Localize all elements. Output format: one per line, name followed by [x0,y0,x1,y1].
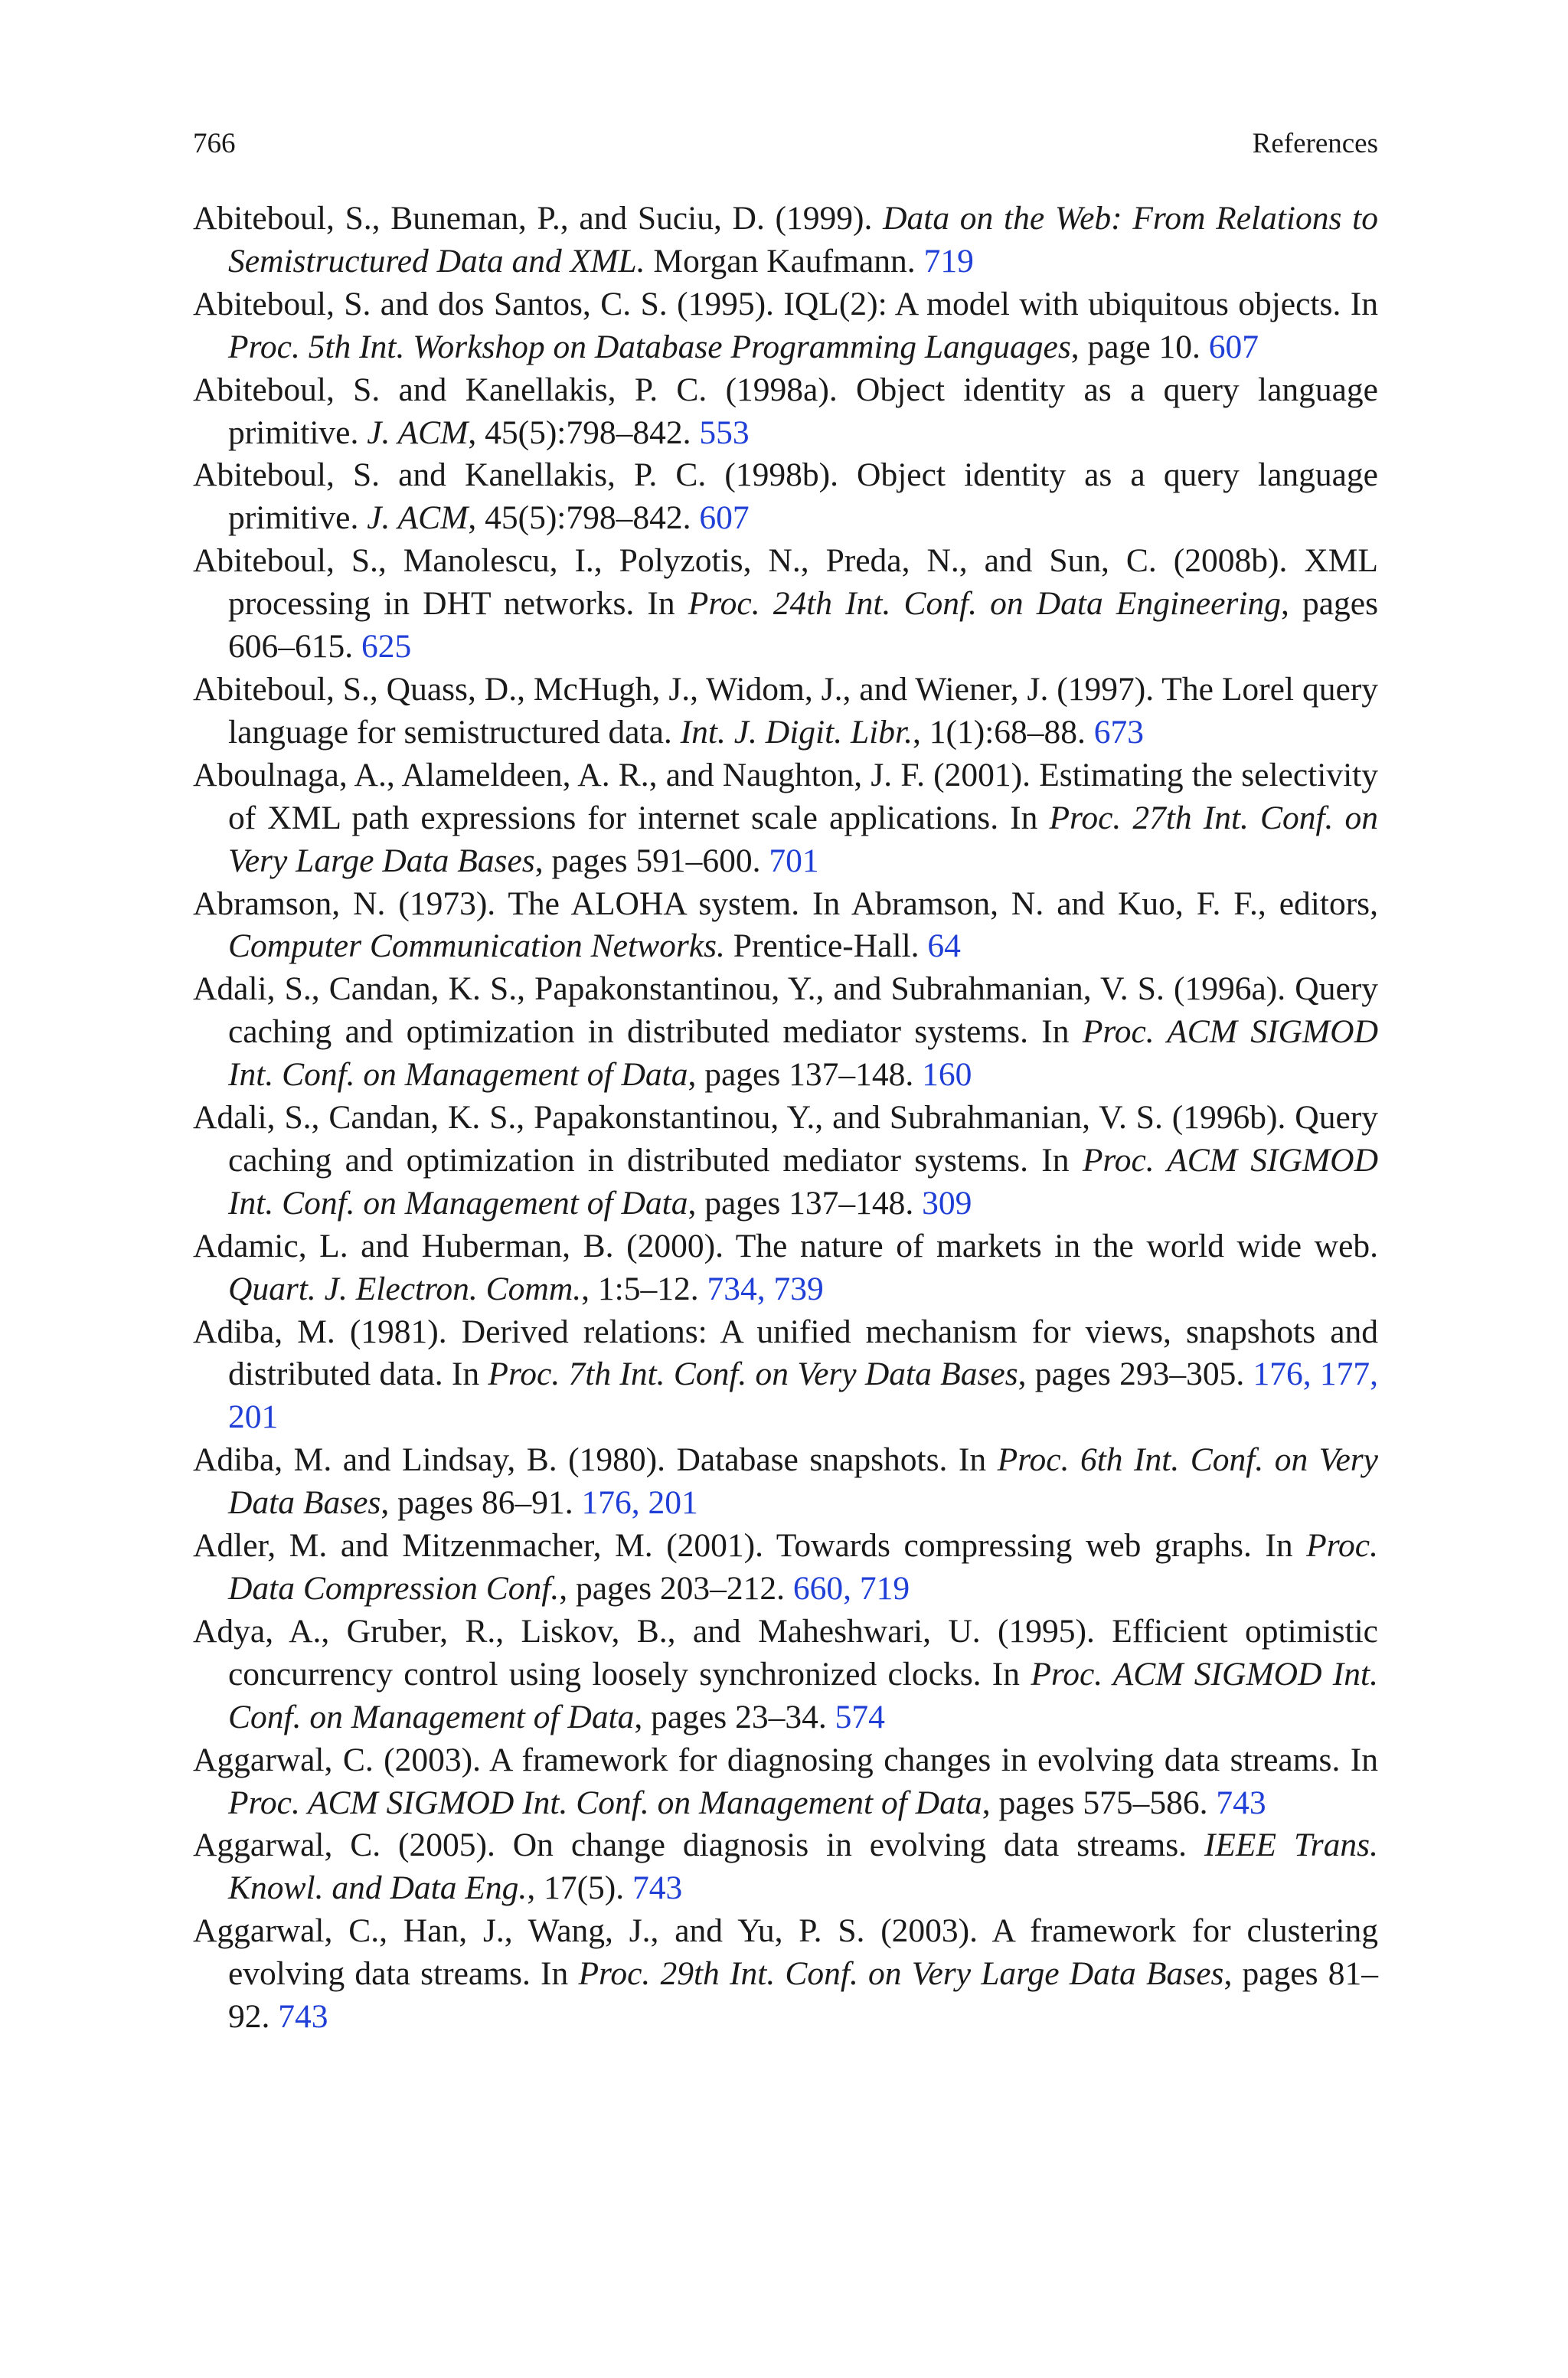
running-head: References [1252,128,1378,159]
back-reference-page-link[interactable]: 701 [769,842,819,879]
reference-text: , 45(5):798–842. [468,414,700,451]
reference-text: Aggarwal, C., Han, J., Wang, J., and Yu, P. S. (2003). A framework for clustering evolving data streams. In [193,1912,1378,1993]
back-reference-page-link[interactable]: 743 [632,1869,683,1907]
reference-text: , pages 23–34. [634,1698,835,1735]
reference-source-title: Proc. Data Compression Conf. [228,1527,1378,1607]
back-reference-page-link[interactable]: 607 [1208,328,1259,365]
back-reference-page-link[interactable]: 673 [1093,713,1145,751]
reference-text: , pages 203–212. [559,1570,793,1607]
reference-text: Aggarwal, C. (2005). On change diagnosis in evolving data streams. [193,1827,1204,1864]
reference-text: , pages 575–586. [982,1784,1217,1821]
reference-entry [193,1311,1378,1440]
back-reference-page-link[interactable]: 734, 739 [707,1270,824,1307]
reference-source-title: Proc. 6th Int. Conf. on Very Data Bases [228,1441,1378,1522]
reference-source-title: Proc. ACM SIGMOD Int. Conf. on Management of Data [228,1655,1379,1735]
reference-text: , 45(5):798–842. [468,499,700,537]
back-reference-page-link[interactable]: 660, 719 [792,1570,910,1607]
reference-entry [193,1824,1378,1910]
reference-text: , 17(5). [527,1869,633,1907]
reference-source-title: Proc. 5th Int. Workshop on Database Programming Languages [228,328,1071,365]
back-reference-page-link[interactable]: 625 [361,628,412,666]
reference-entry [193,454,1378,540]
reference-text: Morgan Kaufmann. [645,242,924,280]
reference-entry [193,968,1378,1097]
page-number: 766 [193,128,236,159]
back-reference-page-link[interactable]: 309 [922,1184,972,1222]
reference-entry [193,198,1378,283]
back-reference-page-link[interactable]: 574 [835,1698,885,1735]
reference-entry [193,1525,1378,1611]
reference-text: Abiteboul, S., Buneman, P., and Suciu, D. (1999). [193,200,884,237]
reference-source-title: Data on the Web: From Relations to Semistructured Data and XML. [228,200,1378,280]
reference-text: Aboulnaga, A., Alameldeen, A. R., and Naughton, J. F. (2001). Estimating the selectivity of XML path expressions for internet scale applications. In [193,756,1378,836]
reference-text: Adya, A., Gruber, R., Liskov, B., and Maheshwari, U. (1995). Efficient optimistic concurrency control using loosely synchronized clocks. In [193,1612,1378,1693]
reference-text: , 1:5–12. [581,1270,707,1307]
reference-text: , pages 606–615. [228,585,1379,666]
reference-entry [193,283,1378,369]
reference-text: , pages 137–148. [688,1056,923,1094]
reference-source-title: Proc. 29th Int. Conf. on Very Large Data Bases [578,1955,1224,1993]
reference-entry [193,754,1378,883]
reference-text: Abiteboul, S. and Kanellakis, P. C. (1998b). Object identity as a query language primitive. [193,456,1378,537]
reference-text: Abiteboul, S., Quass, D., McHugh, J., Widom, J., and Wiener, J. (1997). The Lorel query language for semistructured data. [193,670,1378,751]
reference-text: Adali, S., Candan, K. S., Papakonstantinou, Y., and Subrahmanian, V. S. (1996a). Query caching and optimization in distributed mediator systems. In [193,970,1378,1051]
reference-source-title: Proc. ACM SIGMOD Int. Conf. on Management of Data [228,1784,982,1821]
reference-source-title: J. ACM [367,414,469,451]
reference-entry [193,1439,1378,1525]
reference-source-title: Quart. J. Electron. Comm. [228,1270,582,1307]
back-reference-page-link[interactable]: 607 [699,499,750,537]
reference-text: , pages 137–148. [688,1184,923,1222]
reference-source-title: Proc. ACM SIGMOD Int. Conf. on Management of Data [228,1141,1378,1222]
reference-entry [193,883,1378,969]
reference-text: Abiteboul, S. and dos Santos, C. S. (1995). IQL(2): A model with ubiquitous objects. In [193,285,1378,322]
reference-text: Aggarwal, C. (2003). A framework for diagnosing changes in evolving data streams. In [193,1741,1378,1778]
reference-text: Adiba, M. (1981). Derived relations: A unified mechanism for views, snapshots and distributed data. In [193,1313,1378,1393]
reference-text: , 1(1):68–88. [912,713,1094,751]
reference-text: , pages 293–305. [1018,1356,1253,1393]
reference-source-title: Int. J. Digit. Libr. [680,713,913,751]
reference-text: Adler, M. and Mitzenmacher, M. (2001). Towards compressing web graphs. In [193,1527,1307,1565]
back-reference-page-link[interactable]: 160 [922,1056,972,1094]
reference-entry [193,1739,1378,1825]
reference-source-title: IEEE Trans. Knowl. and Data Eng. [228,1827,1378,1907]
reference-text: Abiteboul, S., Manolescu, I., Polyzotis, N., Preda, N., and Sun, C. (2008b). XML processing in DHT networks. In [193,542,1378,623]
back-reference-page-link[interactable]: 64 [927,927,961,965]
reference-text: Adali, S., Candan, K. S., Papakonstantinou, Y., and Subrahmanian, V. S. (1996b). Query caching and optimization in distributed mediator systems. In [193,1099,1378,1179]
reference-entry [193,369,1378,455]
reference-entry [193,1910,1378,2039]
back-reference-page-link[interactable]: 743 [1216,1784,1266,1821]
reference-entry [193,1097,1378,1225]
back-reference-page-link[interactable]: 743 [278,1998,328,2036]
reference-text: Adamic, L. and Huberman, B. (2000). The nature of markets in the world wide web. [193,1227,1378,1264]
reference-text: , pages 591–600. [534,842,769,879]
reference-source-title: Proc. ACM SIGMOD Int. Conf. on Management of Data [228,1013,1378,1094]
reference-text: Adiba, M. and Lindsay, B. (1980). Database snapshots. In [193,1441,998,1479]
reference-entry [193,669,1378,754]
reference-text: Abramson, N. (1973). The ALOHA system. In Abramson, N. and Kuo, F. F., editors, [193,885,1378,922]
reference-source-title: Computer Communication Networks. [228,927,725,965]
back-reference-page-link[interactable]: 719 [923,242,974,280]
reference-text: , pages 86–91. [381,1484,582,1522]
reference-source-title: Proc. 7th Int. Conf. on Very Data Bases [488,1356,1018,1393]
reference-source-title: Proc. 24th Int. Conf. on Data Engineering [688,585,1281,623]
reference-source-title: Proc. 27th Int. Conf. on Very Large Data Bases [228,799,1378,879]
reference-entry [193,540,1378,669]
back-reference-page-link[interactable]: 176, 177, 201 [228,1356,1378,1436]
back-reference-page-link[interactable]: 553 [699,414,750,451]
back-reference-page-link[interactable]: 176, 201 [581,1484,698,1522]
reference-text: Abiteboul, S. and Kanellakis, P. C. (1998a). Object identity as a query language primitive. [193,371,1378,451]
reference-list [193,198,1378,2039]
reference-source-title: J. ACM [367,499,469,537]
reference-text: , page 10. [1070,328,1209,365]
reference-text: , pages 81–92. [228,1955,1378,2036]
reference-text: Prentice-Hall. [724,927,928,965]
reference-entry [193,1611,1378,1739]
reference-entry [193,1225,1378,1311]
